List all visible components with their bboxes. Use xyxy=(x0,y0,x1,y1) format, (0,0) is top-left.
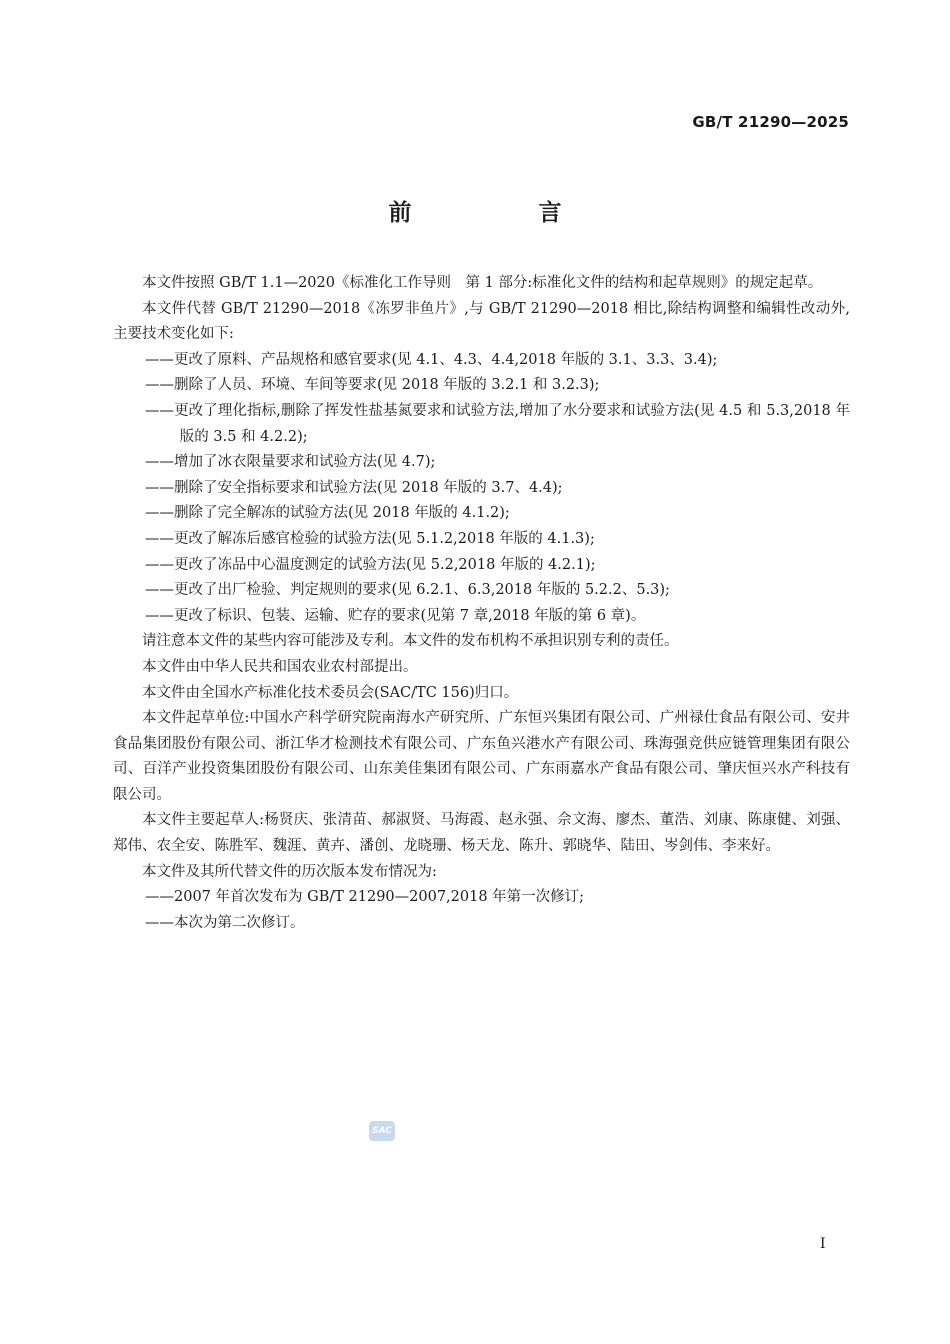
change-item: ——更改了理化指标,删除了挥发性盐基氮要求和试验方法,增加了水分要求和试验方法(见 4.5 和 5.3,2018 年版的 3.5 和 4.2.2); xyxy=(145,402,850,445)
change-item: ——删除了完全解冻的试验方法(见 2018 年版的 4.1.2); xyxy=(145,505,510,522)
change-item: ——更改了原料、产品规格和感官要求(见 4.1、4.3、4.4,2018 年版的 3.1、3.3、3.4); xyxy=(145,351,718,368)
page-number: Ⅰ xyxy=(820,1236,826,1252)
drafters: 本文件主要起草人:杨贤庆、张清苗、郝淑贤、马海霞、赵永强、佘文海、廖杰、董浩、刘康、陈康健、刘强、郑伟、农全安、陈胜军、魏涯、黄卉、潘创、龙晓珊、杨天龙、陈升、郭晓华、陆田、岑剑伟、李来好。 xyxy=(113,812,850,855)
change-item: ——删除了人员、环境、车间等要求(见 2018 年版的 3.2.1 和 3.2.3); xyxy=(145,377,600,394)
standard-number: GB/T 21290—2025 xyxy=(692,113,849,131)
committee-note: 本文件由全国水产标准化技术委员会(SAC/TC 156)归口。 xyxy=(142,684,519,701)
proposer-note: 本文件由中华人民共和国农业农村部提出。 xyxy=(142,658,418,675)
history-intro: 本文件及其所代替文件的历次版本发布情况为: xyxy=(142,863,437,880)
foreword-body xyxy=(113,271,850,936)
change-item: ——更改了冻品中心温度测定的试验方法(见 5.2,2018 年版的 4.2.1); xyxy=(145,556,596,573)
history-item: ——本次为第二次修订。 xyxy=(145,914,305,931)
change-item: ——更改了解冻后感官检验的试验方法(见 5.1.2,2018 年版的 4.1.3); xyxy=(145,530,595,547)
change-item: ——更改了标识、包装、运输、贮存的要求(见第 7 章,2018 年版的第 6 章)。 xyxy=(145,607,646,624)
change-item: ——增加了冰衣限量要求和试验方法(见 4.7); xyxy=(145,454,436,471)
sac-watermark-logo: SAC xyxy=(369,1121,395,1141)
paragraph: 本文件代替 GB/T 21290—2018《冻罗非鱼片》,与 GB/T 21290—2018 相比,除结构调整和编辑性改动外,主要技术变化如下: xyxy=(113,300,850,343)
drafting-units: 本文件起草单位:中国水产科学研究院南海水产研究所、广东恒兴集团有限公司、广州禄仕食品有限公司、安井食品集团股份有限公司、浙江华才检测技术有限公司、广东鱼兴港水产有限公司、珠海强竞供应链管理集团有限公司、百洋产业投资集团股份有限公司、山东美佳集团有限公司、广东雨嘉水产食品有限公司、肇庆恒兴水产科技有限公司。 xyxy=(113,710,850,803)
page-title: 前 言 xyxy=(388,200,614,226)
paragraph: 本文件按照 GB/T 1.1—2020《标准化工作导则 第 1 部分:标准化文件的结构和起草规则》的规定起草。 xyxy=(142,275,823,291)
patent-note: 请注意本文件的某些内容可能涉及专利。本文件的发布机构不承担识别专利的责任。 xyxy=(142,633,679,650)
change-item: ——删除了安全指标要求和试验方法(见 2018 年版的 3.7、4.4); xyxy=(145,479,563,496)
change-item: ——更改了出厂检验、判定规则的要求(见 6.2.1、6.3,2018 年版的 5.2.2、5.3); xyxy=(145,582,670,599)
history-item: ——2007 年首次发布为 GB/T 21290—2007,2018 年第一次修订; xyxy=(145,889,585,906)
